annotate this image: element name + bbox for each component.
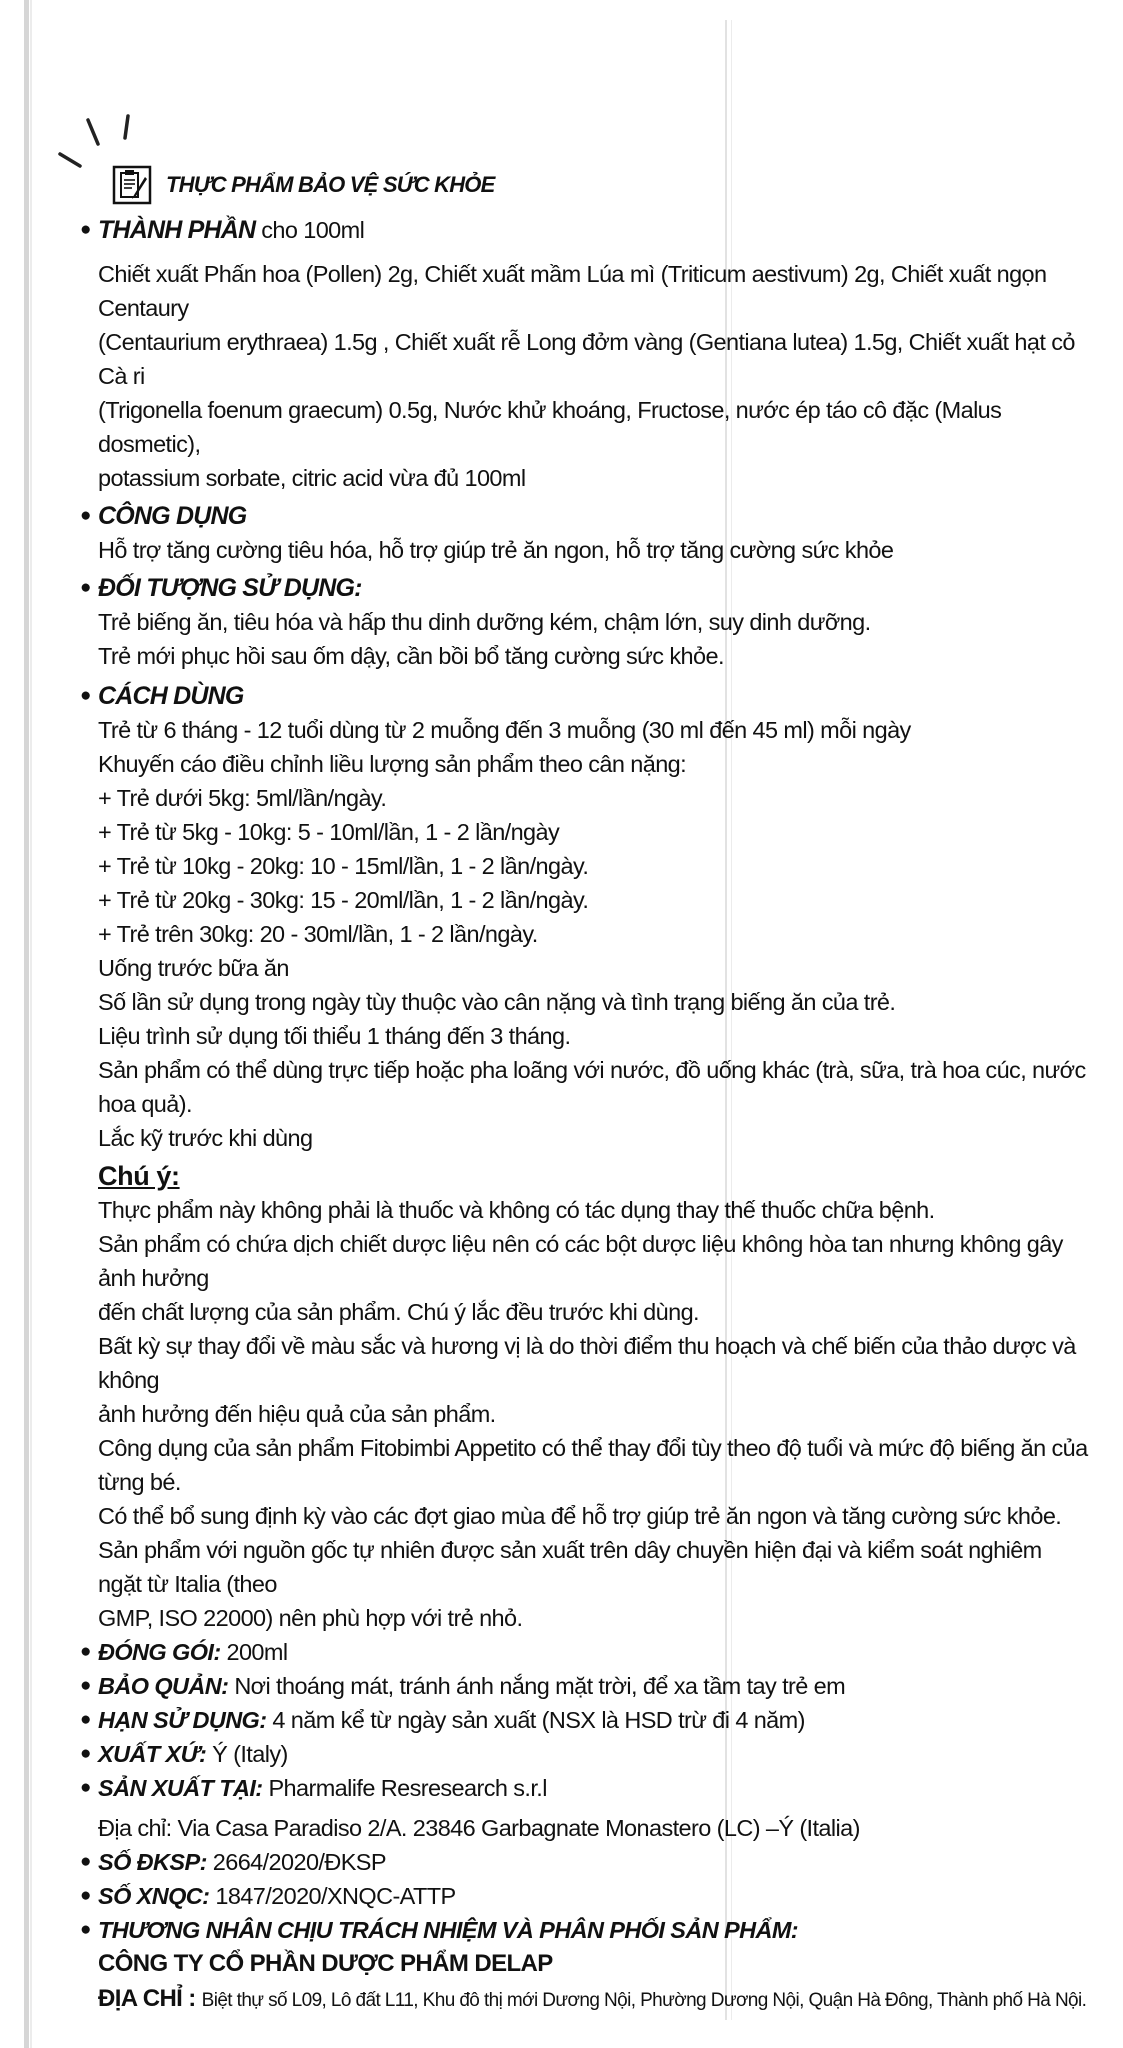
storage-row xyxy=(98,1669,1088,1703)
ingredients-heading: THÀNH PHẦN xyxy=(98,216,256,244)
section-target-users xyxy=(98,571,1088,673)
notes-line: Có thể bổ sung định kỳ vào các đợt giao mùa để hỗ trợ giúp trẻ ăn ngon và tăng cường sức khỏe. xyxy=(98,1503,1062,1529)
notes-line: GMP, ISO 22000) nên phù hợp với trẻ nhỏ. xyxy=(98,1605,523,1631)
decorative-strokes-icon xyxy=(58,112,138,172)
notes-line: Sản phẩm với nguồn gốc tự nhiên được sản xuất trên dây chuyền hiện đại và kiểm soát nghiêm ngặt từ Italia (theo xyxy=(98,1537,1042,1597)
document-header xyxy=(112,165,1088,205)
ingredients-subheading: cho 100ml xyxy=(261,217,365,243)
usage-line: Lắc kỹ trước khi dùng xyxy=(98,1125,313,1151)
usage-line: Liệu trình sử dụng tối thiểu 1 tháng đến 3 tháng. xyxy=(98,1023,571,1049)
distributor-address-label: ĐỊA CHỈ : xyxy=(98,1985,196,2012)
manufacturer-row xyxy=(98,1771,1088,1805)
clipboard-pencil-icon xyxy=(112,165,152,205)
distributor-address: Biệt thự số L09, Lô đất L11, Khu đô thị mới Dương Nội, Phường Dương Nội, Quận Hà Đông, Thành phố Hà Nội. xyxy=(201,1990,1087,2011)
ingredients-heading-row xyxy=(98,213,1088,247)
ingredients-line: (Trigonella foenum graecum) 0.5g, Nước khử khoáng, Fructose, nước ép táo cô đặc (Malus dosmetic), xyxy=(98,397,1002,457)
packaging-value: 200ml xyxy=(226,1639,288,1665)
ingredients-line: Chiết xuất Phấn hoa (Pollen) 2g, Chiết xuất mầm Lúa mì (Triticum aestivum) 2g, Chiết xuất ngọn Centaury xyxy=(98,261,1047,321)
distributor-heading-row xyxy=(98,1913,1088,1947)
usage-line: + Trẻ dưới 5kg: 5ml/lần/ngày. xyxy=(98,785,387,811)
notes-line: Thực phẩm này không phải là thuốc và không có tác dụng thay thế thuốc chữa bệnh. xyxy=(98,1197,935,1223)
ingredients-line: potassium sorbate, citric acid vừa đủ 100ml xyxy=(98,465,526,491)
document-title: THỰC PHẨM BẢO VỆ SỨC KHỎE xyxy=(166,172,495,197)
section-notes xyxy=(98,1159,1088,1635)
notes-line: ảnh hưởng đến hiệu quả của sản phẩm. xyxy=(98,1401,496,1427)
registration-value: 2664/2020/ĐKSP xyxy=(212,1849,386,1875)
usage-line: Uống trước bữa ăn xyxy=(98,955,289,981)
expiry-row xyxy=(98,1703,1088,1737)
target-users-line: Trẻ biếng ăn, tiêu hóa và hấp thu dinh dưỡng kém, chậm lớn, suy dinh dưỡng. xyxy=(98,609,871,635)
target-users-line: Trẻ mới phục hồi sau ốm dậy, cần bồi bổ tăng cường sức khỏe. xyxy=(98,643,724,669)
ad-confirmation-row xyxy=(98,1879,1088,1913)
notes-line: đến chất lượng của sản phẩm. Chú ý lắc đều trước khi dùng. xyxy=(98,1299,699,1325)
ingredients-line: (Centaurium erythraea) 1.5g , Chiết xuất rễ Long đởm vàng (Gentiana lutea) 1.5g, Chiết xuất hạt cỏ Cà ri xyxy=(98,329,1075,389)
target-users-heading: ĐỐI TƯỢNG SỬ DỤNG: xyxy=(98,574,362,602)
origin-value: Ý (Italy) xyxy=(212,1741,288,1767)
manufacturer-address: Địa chỉ: Via Casa Paradiso 2/A. 23846 Garbagnate Monastero (LC) –Ý (Italia) xyxy=(98,1815,860,1841)
packaging-row xyxy=(98,1635,1088,1669)
expiry-label: HẠN SỬ DỤNG: xyxy=(98,1707,267,1733)
packaging-label: ĐÓNG GÓI: xyxy=(98,1639,221,1665)
notes-line: Sản phẩm có chứa dịch chiết dược liệu nên có các bột dược liệu không hòa tan nhưng không gây ảnh hưởng xyxy=(98,1231,1063,1291)
scan-edge-shadow xyxy=(30,0,32,2048)
usage-heading-row xyxy=(98,679,1088,713)
notes-heading: Chú ý: xyxy=(98,1161,180,1191)
usage-line: + Trẻ từ 10kg - 20kg: 10 - 15ml/lần, 1 - 2 lần/ngày. xyxy=(98,853,589,879)
uses-heading-row xyxy=(98,499,1088,533)
distributor-address-row xyxy=(98,1981,1088,2018)
usage-line: Sản phẩm có thể dùng trực tiếp hoặc pha loãng với nước, đồ uống khác (trà, sữa, trà hoa cúc, nước hoa quả). xyxy=(98,1057,1086,1117)
document-body xyxy=(98,165,1088,2018)
usage-line: + Trẻ từ 5kg - 10kg: 5 - 10ml/lần, 1 - 2 lần/ngày xyxy=(98,819,560,845)
section-ingredients xyxy=(98,213,1088,495)
ad-confirmation-label: SỐ XNQC: xyxy=(98,1883,210,1909)
notes-line: Bất kỳ sự thay đổi về màu sắc và hương vị là do thời điểm thu hoạch và chế biến của thảo dược và không xyxy=(98,1333,1076,1393)
manufacturer-value: Pharmalife Resresearch s.r.l xyxy=(268,1775,547,1801)
storage-label: BẢO QUẢN: xyxy=(98,1673,229,1699)
section-usage xyxy=(98,679,1088,1155)
expiry-value: 4 năm kể từ ngày sản xuất (NSX là HSD trừ đi 4 năm) xyxy=(272,1707,805,1733)
manufacturer-label: SẢN XUẤT TẠI: xyxy=(98,1775,263,1801)
registration-label: SỐ ĐKSP: xyxy=(98,1849,207,1875)
origin-label: XUẤT XỨ: xyxy=(98,1741,207,1767)
scan-edge xyxy=(24,0,29,2048)
distributor-heading: THƯƠNG NHÂN CHỊU TRÁCH NHIỆM VÀ PHÂN PHỐI SẢN PHẨM: xyxy=(98,1917,799,1943)
usage-line: Khuyến cáo điều chỉnh liều lượng sản phẩm theo cân nặng: xyxy=(98,751,687,777)
storage-value: Nơi thoáng mát, tránh ánh nắng mặt trời, để xa tầm tay trẻ em xyxy=(234,1673,846,1699)
target-users-heading-row xyxy=(98,571,1088,605)
usage-line: + Trẻ từ 20kg - 30kg: 15 - 20ml/lần, 1 - 2 lần/ngày. xyxy=(98,887,589,913)
notes-line: từng bé. xyxy=(98,1469,181,1495)
section-uses xyxy=(98,499,1088,567)
usage-line: Số lần sử dụng trong ngày tùy thuộc vào cân nặng và tình trạng biếng ăn của trẻ. xyxy=(98,989,896,1015)
notes-line: Công dụng của sản phẩm Fitobimbi Appetito có thể thay đổi tùy theo độ tuổi và mức độ biếng ăn của xyxy=(98,1435,1088,1461)
uses-line: Hỗ trợ tăng cường tiêu hóa, hỗ trợ giúp trẻ ăn ngon, hỗ trợ tăng cường sức khỏe xyxy=(98,537,894,563)
uses-heading: CÔNG DỤNG xyxy=(98,502,247,530)
origin-row xyxy=(98,1737,1088,1771)
ad-confirmation-value: 1847/2020/XNQC-ATTP xyxy=(215,1883,456,1909)
distributor-company: CÔNG TY CỔ PHẦN DƯỢC PHẨM DELAP xyxy=(98,1950,553,1977)
registration-row xyxy=(98,1845,1088,1879)
usage-line: + Trẻ trên 30kg: 20 - 30ml/lần, 1 - 2 lần/ngày. xyxy=(98,921,538,947)
usage-heading: CÁCH DÙNG xyxy=(98,682,244,710)
usage-line: Trẻ từ 6 tháng - 12 tuổi dùng từ 2 muỗng đến 3 muỗng (30 ml đến 45 ml) mỗi ngày xyxy=(98,717,911,743)
